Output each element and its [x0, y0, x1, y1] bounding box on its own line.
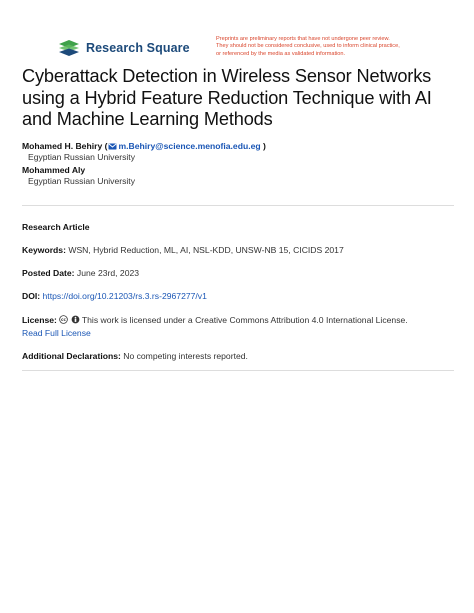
- author-affiliation: Egyptian Russian University: [28, 175, 135, 186]
- posted-date-value: June 23rd, 2023: [76, 268, 140, 278]
- posted-date-row: [22, 268, 454, 279]
- read-full-license-link[interactable]: Read Full License: [22, 328, 91, 338]
- author-entry: [22, 165, 452, 176]
- keywords-row: [22, 245, 454, 256]
- posted-date-label: Posted Date:: [22, 268, 75, 278]
- declarations-value: No competing interests reported.: [123, 351, 248, 361]
- doi-link[interactable]: https://doi.org/10.21203/rs.3.rs-2967277/v1: [42, 291, 207, 301]
- svg-text:cc: cc: [61, 317, 67, 323]
- preprint-disclaimer: [216, 36, 456, 58]
- cc-icon: [59, 315, 68, 324]
- declarations-row: [22, 351, 454, 362]
- section-divider: [22, 205, 454, 206]
- author-email: m.Behiry@science.menofia.edu.eg: [118, 141, 261, 151]
- read-license-row: [22, 328, 454, 339]
- envelope-icon: [108, 143, 117, 150]
- by-icon: [71, 315, 80, 324]
- article-type-text: Research Article: [22, 222, 90, 232]
- license-label: License:: [22, 315, 57, 325]
- open-paren: (: [104, 141, 108, 151]
- doi-row: [22, 291, 454, 302]
- close-paren: ): [263, 141, 266, 151]
- license-text: This work is licensed under a Creative Commons Attribution 4.0 International License.: [81, 315, 408, 325]
- keywords-value: WSN, Hybrid Reduction, ML, AI, NSL-KDD, UNSW-NB 15, CICIDS 2017: [68, 245, 344, 255]
- license-row: [22, 315, 454, 326]
- section-divider: [22, 370, 454, 371]
- author-affiliation: Egyptian Russian University: [28, 151, 135, 162]
- paper-title: [22, 66, 462, 131]
- disclaimer-line: or referenced by the media as validated information.: [216, 50, 346, 57]
- title-line: Cyberattack Detection in Wireless Sensor Networks: [22, 66, 432, 86]
- disclaimer-line: They should not be considered conclusive, used to inform clinical practice,: [216, 43, 400, 50]
- doi-label: DOI:: [22, 291, 41, 301]
- keywords-label: Keywords:: [22, 245, 66, 255]
- brand-name: Research Square: [86, 41, 190, 55]
- title-line: using a Hybrid Feature Reduction Technique with AI: [22, 87, 432, 108]
- author-name: Mohamed H. Behiry: [22, 141, 103, 151]
- declarations-label: Additional Declarations:: [22, 351, 121, 361]
- research-square-logo[interactable]: [58, 38, 190, 58]
- author-list: [22, 141, 452, 189]
- disclaimer-line: Preprints are preliminary reports that have not undergone peer review.: [216, 36, 390, 42]
- article-type: [22, 222, 454, 233]
- research-square-logo-icon: [58, 39, 80, 57]
- author-name: Mohammed Aly: [22, 165, 86, 176]
- author-email-link[interactable]: [108, 141, 261, 151]
- author-entry: [22, 141, 452, 152]
- title-line: and Machine Learning Methods: [22, 109, 273, 129]
